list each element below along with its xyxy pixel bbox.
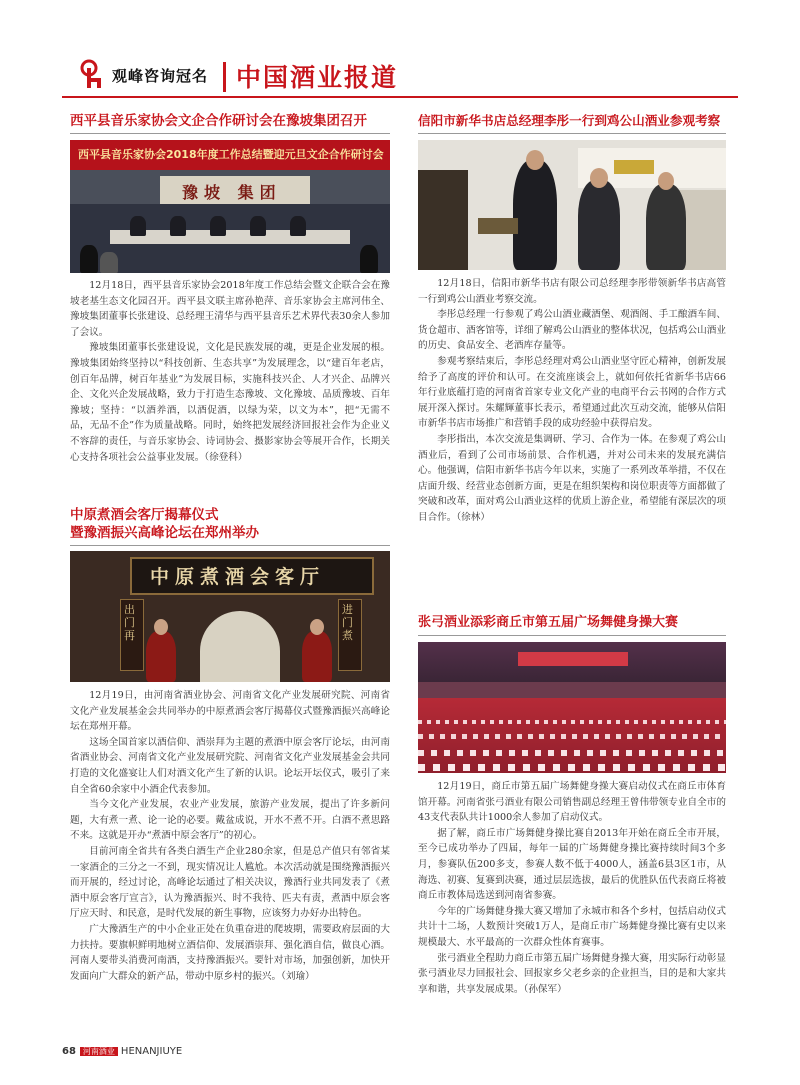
square-dance-photo: [418, 642, 726, 773]
paragraph: 广大豫酒生产的中小企业正处在负重奋进的爬坡期，需要政府层面的大力扶持。要旗帜鲜明地树立酒信仰、发展酒崇拜、强化酒自信，做良心酒。河南人要带头消费河南酒，支持豫酒振兴。要针对市场，加强创新，加快开发面向广大群众的新产品，带动中原乡村的振兴。（刘瑜）: [70, 923, 390, 982]
article-body: [70, 688, 390, 984]
paragraph: 李彤总经理一行参观了鸡公山酒业藏酒堡、观酒阁、手工酿酒车间、货仓超市、酒客馆等，详细了解鸡公山酒业的整体状况，包括鸡公山酒业的历史、食品安全、老酒库存量等。: [418, 309, 726, 352]
article-body: [70, 278, 390, 465]
article-body: [418, 276, 726, 526]
header-separator: [223, 62, 226, 92]
paragraph: 今年的广场舞健身操大赛又增加了永城市和各个乡村，包括启动仪式共计十二场，人数预计突破1万人，是商丘市广场舞健身操比赛有史以来规模最大、水平最高的一次群众性体育赛事。: [418, 905, 726, 948]
stage-sign-text: 豫坡 集团: [182, 183, 282, 202]
paragraph: 12月19日，由河南省酒业协会、河南省文化产业发展研究院、河南省文化产业发展基金会共同举办的中原煮酒会客厅揭幕仪式暨豫酒振兴高峰论坛在郑州开幕。: [70, 690, 390, 733]
section-title: 中国酒业报道: [236, 63, 399, 92]
meeting-photo: [70, 140, 390, 273]
paragraph: 12月18日，信阳市新华书店有限公司总经理李彤带领新华书店高管一行到鸡公山酒业考察交流。: [418, 278, 726, 305]
paragraph: 12月18日，西平县音乐家协会2018年度工作总结会暨文企联合会在豫坡老基生态文化园召开。西平县文联主席孙艳萍、音乐家协会主席河伟全、豫坡集团董事长张建设、总经理王清华与西平县音乐艺术界代表30余人参加了会议。: [70, 280, 390, 338]
paragraph: 豫坡集团董事长张建设说，文化是民族发展的魂，更是企业发展的根。豫坡集团始终坚持以“科技创新、生态共享”为发展理念，以“建百年老店，创百年品牌，树百年基业”为发展目标，实施科技兴企、人才兴企、品牌兴企、文化兴企发展战略，致力于打造生态豫坡、文化豫坡、品质豫坡、百年豫坡；坚持：“以酒养酒，以酒促酒，以绿为荣，以文为本”，把“无需不品，无品不企”作为质量战略。同时，始终把发展经济回报社会作为企业义不容辞的责任，与音乐家协会、诗词协会、摄影家协会等展开合作，长期关心支持各项社会公益事业发展。（徐登科）: [70, 342, 390, 463]
visit-photo: [418, 140, 726, 270]
magazine-logo-icon: [78, 58, 106, 92]
banner-text: 西平县音乐家协会2018年度工作总结暨迎元旦文企合作研讨会: [78, 148, 384, 161]
paragraph: 这场全国首家以酒信仰、酒崇拜为主题的煮酒中原会客厅论坛，由河南省酒业协会、河南省文化产业发展研究院、河南省文化产业发展基金会共同打造的文化盛宴让人们对酒文化产生了新的认识。论坛开坛仪式，吸引了来自全省60余家中小酒企代表参加。: [70, 736, 390, 795]
column-sponsor-label: 观峰咨询冠名: [112, 67, 209, 85]
article-headline: 张弓酒业添彩商丘市第五届广场舞健身操大赛: [418, 615, 679, 630]
headline-rule: [70, 545, 390, 546]
paragraph: 参观考察结束后，李彤总经理对鸡公山酒业坚守匠心精神，创新发展给予了高度的评价和认可。在交流座谈会上，就如何依托省新华书店66年行业底蕴打造的河南省首家专业文化产业的电商平台云书网的合作方式展开深入探讨。朱耀輝董事长表示，希望通过此次互动交流，能够从信阳市新华书店市场推广和营销手段的成功经验中获得启发。: [418, 355, 726, 430]
article-body: [418, 779, 726, 997]
magazine-tag: 河南酒业: [80, 1047, 118, 1056]
paragraph: 张弓酒业全程助力商丘市第五届广场舞健身操大赛，用实际行动彰显张弓酒业尽力回报社会、回报家乡父老乡亲的企业担当，目的是和大家共享和谐，共享发展成果。（孙保军）: [418, 952, 726, 995]
page-footer: [62, 1046, 182, 1057]
paragraph: 据了解，商丘市广场舞健身操比赛自2013年开始在商丘全市开展，至今已成功举办了四届，每年一届的广场舞健身操比赛持续时间3个多月，参赛队伍200多支，参赛人数不低于4000人，涵盖6县3区1市，从海选、初赛、复赛到决赛，通过层层选拔，最后的优胜队伍代表商丘将被商丘市教体局选送到河南省参赛。: [418, 827, 726, 902]
header-rule: [62, 96, 738, 98]
headline-rule: [70, 133, 390, 134]
ceremony-photo: [70, 551, 390, 682]
article-headline-line-2: 暨豫酒振兴高峰论坛在郑州举办: [70, 525, 259, 541]
paragraph: 李彤指出，本次交流是集调研、学习、合作为一体。在参观了鸡公山酒业后，看到了公司市场前景、合作机遇，并对公司未来的发展充满信心。他强调，信阳市新华书店今年以来，实施了一系列改革举措，不仅在店面升级、经营业态创新方面，更是在组织架构和岗位职责等方面都做了突破和改革，面对鸡公山酒业这样的优质上游企业，希望能有深层次的项目合作。（徐林）: [418, 433, 726, 523]
article-headline: 信阳市新华书店总经理李彤一行到鸡公山酒业参观考察: [418, 113, 721, 128]
magazine-name: HENANJIUYE: [120, 1046, 183, 1057]
page-number: 68: [62, 1046, 76, 1057]
article-headline: 西平县音乐家协会文企合作研讨会在豫坡集团召开: [70, 113, 367, 129]
plaque-text: 中原煮酒会客厅: [150, 566, 326, 588]
headline-rule: [418, 635, 726, 636]
article-headline-line-1: 中原煮酒会客厅揭幕仪式: [70, 507, 219, 523]
paragraph: 12月19日，商丘市第五届广场舞健身操大赛启动仪式在商丘市体育馆开幕。河南省张弓酒业有限公司销售副总经理王曾伟带领专业自全市的43支代表队共计1000余人参加了启动仪式。: [418, 781, 726, 824]
couplet-right: 进门煮: [342, 603, 353, 642]
headline-rule: [418, 133, 726, 134]
couplet-left: 出门再: [124, 603, 135, 642]
paragraph: 当今文化产业发展，农业产业发展，旅游产业发展，提出了许多新问题，大有煮一煮、论一论的必要。戴盆成说，开水不煮不开。白酒不煮思路不来。这就是开办“煮酒中原会客厅”的初心。: [70, 799, 390, 842]
paragraph: 目前河南全省共有各类白酒生产企业280余家，但是总产值只有邻省某一家酒企的三分之一不到，现实情况让人尴尬。本次活动就是围绕豫酒振兴而开展的，经过讨论，高峰论坛通过了相关决议，豫酒行业共同发表了《煮酒中原会客厅宣言》，认为豫酒振兴、时不我待、匹夫有责，煮酒中原会客厅应天时、和民意，是时代发展的新生事物，应该努力办好办出特色。: [70, 845, 390, 920]
